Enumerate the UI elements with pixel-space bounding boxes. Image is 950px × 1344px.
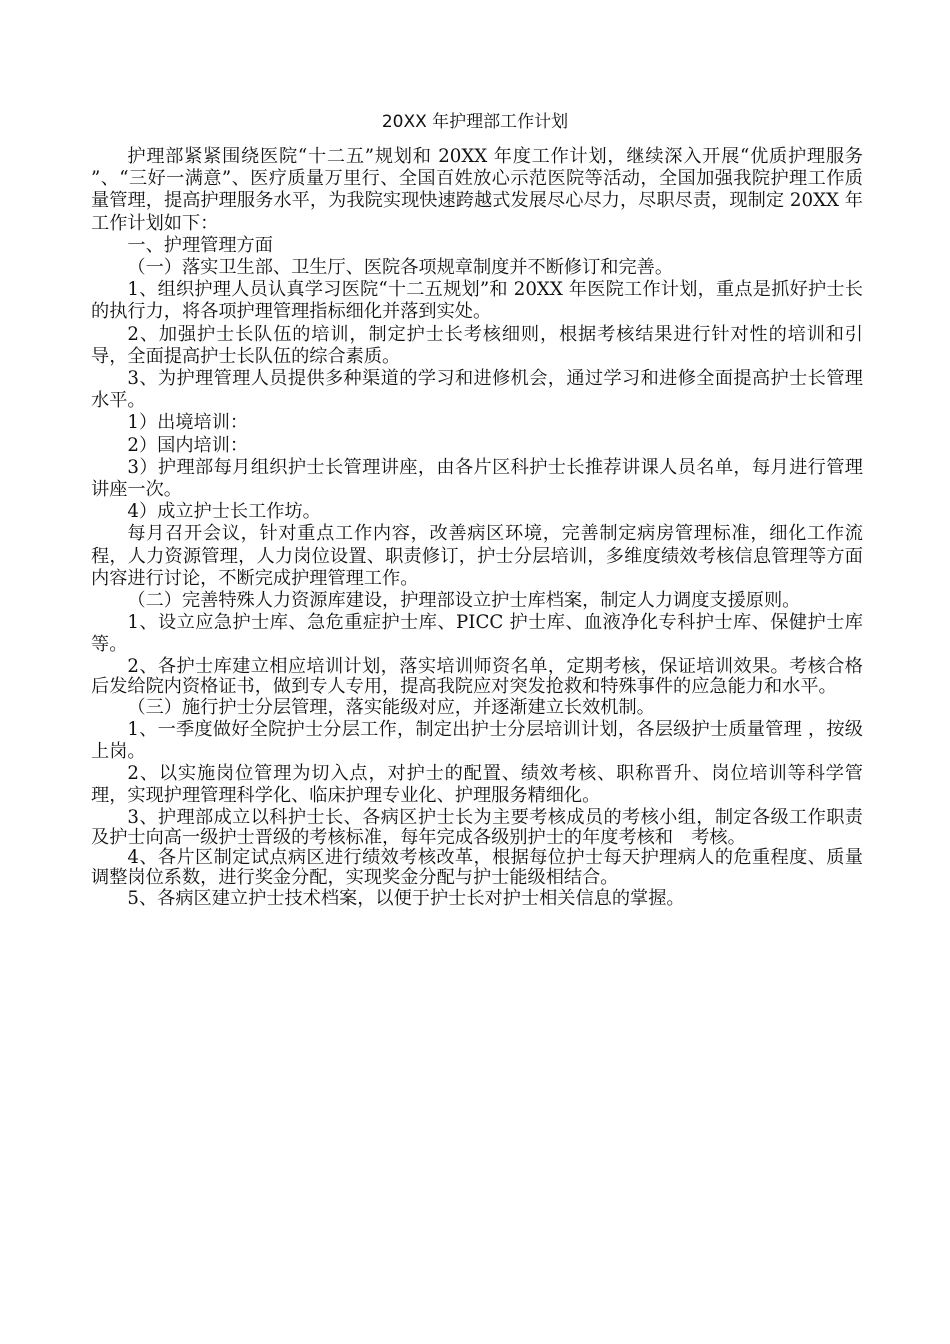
paragraph: 1、设立应急护士库、急危重症护士库、PICC 护士库、血液净化专科护士库、保健护士库等。 — [91, 612, 863, 656]
intro-paragraph: 护理部紧紧围绕医院“十二五”规划和 20XX 年度工作计划，继续深入开展“优质护理服务 ”、“三好一满意”、医疗质量万里行、全国百姓放心示范医院等活动，全国加强我院护理工作质量管理，提高护理服务水平，为我院实现快速跨越式发展尽心尽力，尽职尽责，现制定 20XX 年工作计划如下： — [91, 146, 863, 234]
list-item: 3）护理部每月组织护士长管理讲座，由各片区科护士长推荐讲课人员名单，每月进行管理讲座一次。 — [91, 456, 863, 501]
paragraph: 2、以实施岗位管理为切入点，对护士的配置、绩效考核、职称晋升、岗位培训等科学管理，实现护理管理科学化、临床护理专业化、护理服务精细化。 — [91, 763, 863, 807]
subsection-heading-1: （一）落实卫生部、卫生厅、医院各项规章制度并不断修订和完善。 — [127, 257, 674, 279]
paragraph: 3、为护理管理人员提供多种渠道的学习和进修机会，通过学习和进修全面提高护士长管理水平。 — [91, 368, 863, 412]
document-title: 20XX 年护理部工作计划 — [381, 112, 569, 132]
paragraph: 1、一季度做好全院护士分层工作，制定出护士分层培训计划，各层级护士质量管理 ，按级上岗。 — [91, 718, 863, 763]
list-item: 4）成立护士长工作坊。 — [127, 501, 321, 523]
section-heading-nursing-management: 一、护理管理方面 — [127, 234, 273, 256]
paragraph: 2、各护士库建立相应培训计划，落实培训师资名单，定期考核，保证培训效果。考核合格后发给院内资格证书，做到专人专用，提高我院应对突发抢救和特殊事件的应急能力和水平。 — [91, 655, 863, 697]
paragraph: 5、各病区建立护士技术档案，以便于护士长对护士相关信息的掌握。 — [127, 887, 685, 909]
list-item: 2）国内培训： — [127, 434, 249, 456]
paragraph: 3、护理部成立以科护士长、各病区护士长为主要考核成员的考核小组，制定各级工作职责及护士向高一级护士晋级的考核标准，每年完成各级别护士的年度考核和 考核。 — [91, 806, 863, 848]
subsection-heading-2: （二）完善特殊人力资源库建设，护理部设立护士库档案，制定人力调度支援原则。 — [127, 590, 801, 612]
paragraph: 2、加强护士长队伍的培训，制定护士长考核细则，根据考核结果进行针对性的培训和引导，全面提高护士长队伍的综合素质。 — [91, 323, 863, 367]
list-item: 1）出境培训： — [127, 412, 249, 434]
document-body — [91, 146, 863, 910]
paragraph: 每月召开会议，针对重点工作内容，改善病区环境，完善制定病房管理标准，细化工作流程，人力资源管理，人力岗位设置、职责修订，护士分层培训，多维度绩效考核信息管理等方面内容进行讨论，不断完成护理管理工作。 — [91, 523, 863, 589]
paragraph: 4、各片区制定试点病区进行绩效考核改革，根据每位护士每天护理病人的危重程度、质量调整岗位系数，进行奖金分配，实现奖金分配与护士能级相结合。 — [91, 846, 863, 888]
subsection-heading-3: （三）施行护士分层管理，落实能级对应，并逐渐建立长效机制。 — [127, 696, 655, 718]
paragraph: 1、组织护理人员认真学习医院“十二五规划”和 20XX 年医院工作计划，重点是抓好护士长的执行力，将各项护理管理指标细化并落到实处。 — [91, 279, 863, 323]
